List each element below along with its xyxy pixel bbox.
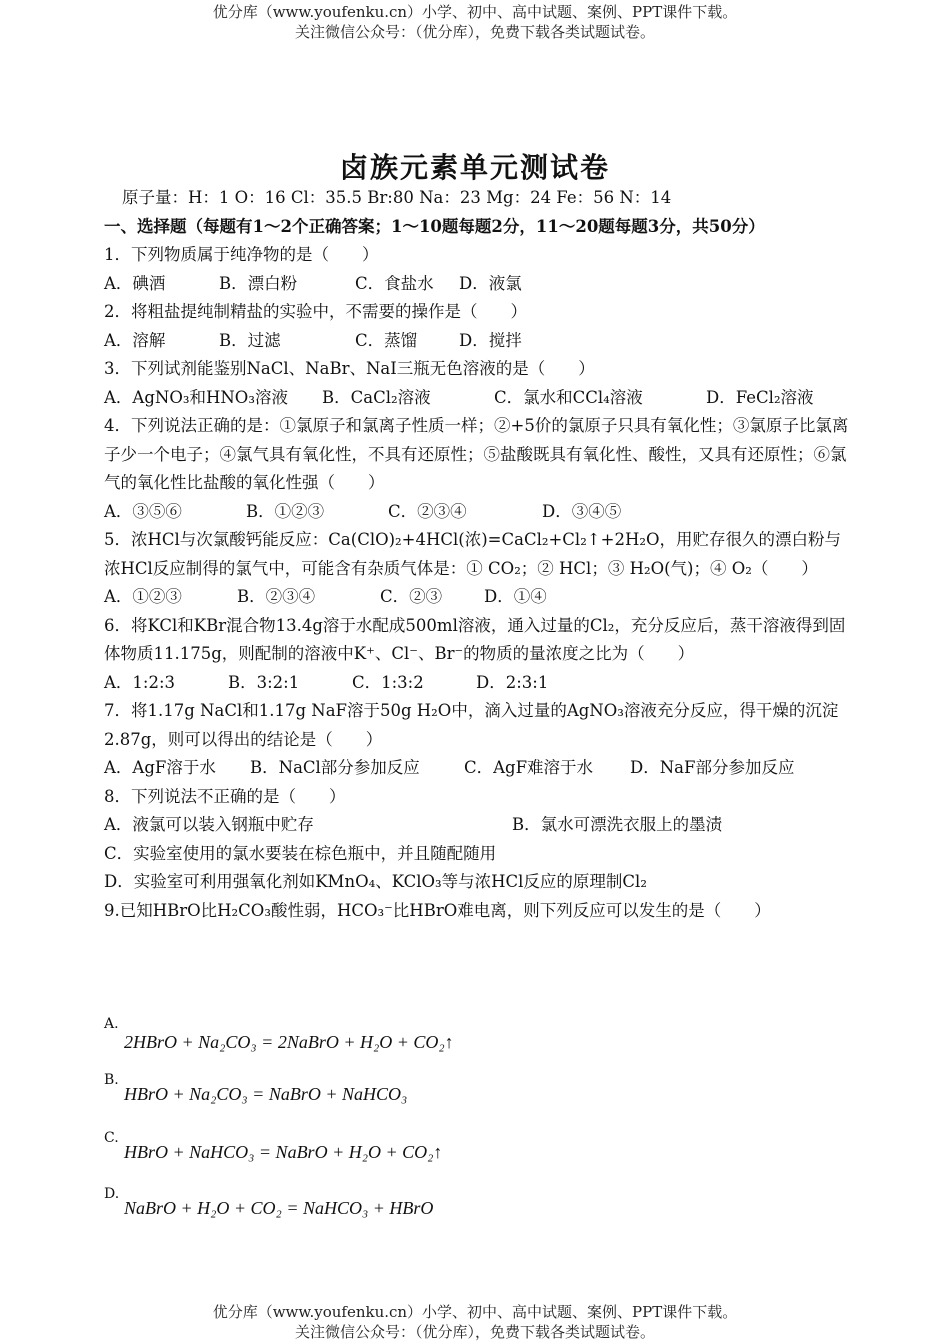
option-a: A．液氯可以装入钢瓶中贮存 (104, 815, 314, 834)
section-heading: 一、选择题（每题有1～2个正确答案；1～10题每题2分，11～20题每题3分，共50分） (104, 216, 765, 236)
question-8-options-ab (104, 811, 854, 840)
page-header (0, 2, 950, 42)
option-label: A. (104, 1016, 119, 1032)
option-b: B．过滤 (219, 330, 281, 350)
question-5-stem: 5．浓HCl与次氯酸钙能反应：Ca(ClO)₂+4HCl(浓)=CaCl₂+Cl₂↑+2H₂O，用贮存很久的漂白粉与浓HCl反应制得的氯气中，可能含有杂质气体是：① CO₂；② HCl；③ H₂O(气)；④ O₂（ ） (104, 530, 841, 578)
document-body (104, 184, 854, 925)
question-9-stem: 9.已知HBrO比H₂CO₃酸性弱，HCO₃⁻比HBrO难电离，则下列反应可以发生的是（ ） (104, 900, 771, 920)
question-7-options (104, 754, 854, 783)
option-b: B．CaCl₂溶液 (322, 387, 431, 407)
option-c: C．②③④ (388, 501, 467, 521)
header-line-2: 关注微信公众号：（优分库），免费下载各类试题试卷。 (294, 23, 655, 41)
question-6-options (104, 669, 854, 698)
option-d: D．液氯 (459, 273, 522, 293)
option-label: B. (104, 1072, 119, 1088)
option-a: A．碘酒 (104, 273, 166, 293)
page-footer (0, 1302, 950, 1342)
question-7-stem: 7．将1.17g NaCl和1.17g NaF溶于50g H₂O中，滴入过量的AgNO₃溶液充分反应，得干燥的沉淀2.87g，则可以得出的结论是（ ） (104, 701, 839, 749)
question-6-stem: 6．将KCl和KBr混合物13.4g溶于水配成500ml溶液，通入过量的Cl₂，充分反应后，蒸干溶液得到固体物质11.175g，则配制的溶液中K⁺、Cl⁻、Br⁻的物质的量浓度之比为（ ） (104, 615, 846, 663)
option-d: D．实验室可利用强氧化剂如KMnO₄、KClO₃等与浓HCl反应的原理制Cl₂ (104, 872, 647, 891)
footer-line-2: 关注微信公众号：（优分库），免费下载各类试题试卷。 (294, 1323, 655, 1341)
option-b: B．3:2:1 (228, 672, 300, 692)
question-1-stem: 1．下列物质属于纯净物的是（ ） (104, 245, 379, 264)
option-c: C．蒸馏 (355, 330, 418, 350)
option-d: D．搅拌 (459, 330, 522, 350)
option-c: C．②③ (380, 587, 443, 606)
option-c: C．AgF难溶于水 (464, 758, 594, 777)
option-a: A．③⑤⑥ (104, 501, 182, 521)
page-title: 卤族元素单元测试卷 (339, 151, 610, 184)
option-a: A．AgF溶于水 (104, 758, 216, 777)
option-a: A．溶解 (104, 330, 166, 350)
option-b: B．②③④ (237, 587, 316, 606)
question-5-options (104, 583, 854, 612)
question-8-stem: 8．下列说法不正确的是（ ） (104, 786, 346, 806)
atomic-mass-line: 原子量：H：1 O：16 Cl：35.5 Br:80 Na：23 Mg：24 Fe：56 N：14 (122, 188, 672, 207)
option-b: B．漂白粉 (219, 273, 298, 293)
option-d: D．NaF部分参加反应 (630, 758, 795, 777)
question-2-options (104, 327, 854, 356)
question-1-options (104, 270, 854, 299)
option-b: B．氯水可漂洗衣服上的墨渍 (512, 815, 723, 834)
question-4-options (104, 498, 854, 527)
footer-line-1: 优分库（www.youfenku.cn）小学、初中、高中试题、案例、PPT课件下载。 (212, 1303, 738, 1321)
option-label: C. (104, 1130, 119, 1146)
option-c: C．食盐水 (355, 273, 434, 293)
option-c: C．1:3:2 (352, 672, 424, 692)
equation: HBrO + NaHCO₃ = NaBrO + H₂O + CO₂↑ (124, 1142, 443, 1162)
header-line-1: 优分库（www.youfenku.cn）小学、初中、高中试题、案例、PPT课件下载。 (212, 3, 738, 21)
option-a: A．AgNO₃和HNO₃溶液 (104, 387, 288, 407)
option-b: B．NaCl部分参加反应 (250, 758, 420, 777)
option-c: C．实验室使用的氯水要装在棕色瓶中，并且随配随用 (104, 843, 497, 863)
option-c: C．氯水和CCl₄溶液 (494, 387, 643, 407)
option-d: D．③④⑤ (542, 501, 622, 521)
equation: 2HBrO + Na₂CO₃ = 2NaBrO + H₂O + CO₂↑ (124, 1032, 454, 1052)
option-b: B．①②③ (246, 501, 325, 521)
option-d: D．①④ (484, 587, 547, 606)
option-label: D. (104, 1186, 120, 1202)
question-4-stem: 4．下列说法正确的是：①氯原子和氯离子性质一样；②+5价的氯原子只具有氧化性；③氯原子比氯离子少一个电子；④氯气具有氧化性，不具有还原性；⑤盐酸既具有氧化性、酸性，又具有还原性；⑥氯气的氧化性比盐酸的氧化性强（ ） (104, 416, 849, 492)
question-2-stem: 2．将粗盐提纯制精盐的实验中，不需要的操作是（ ） (104, 302, 527, 321)
question-3-stem: 3．下列试剂能鉴别NaCl、NaBr、NaI三瓶无色溶液的是（ ） (104, 359, 595, 378)
option-d: D．FeCl₂溶液 (706, 387, 814, 407)
option-a: A．①②③ (104, 587, 182, 606)
option-a: A．1:2:3 (104, 672, 176, 692)
equation: HBrO + Na₂CO₃ = NaBrO + NaHCO₃ (124, 1084, 408, 1104)
equation: NaBrO + H₂O + CO₂ = NaHCO₃ + HBrO (124, 1198, 434, 1218)
question-3-options (104, 384, 854, 413)
option-d: D．2:3:1 (476, 672, 549, 692)
